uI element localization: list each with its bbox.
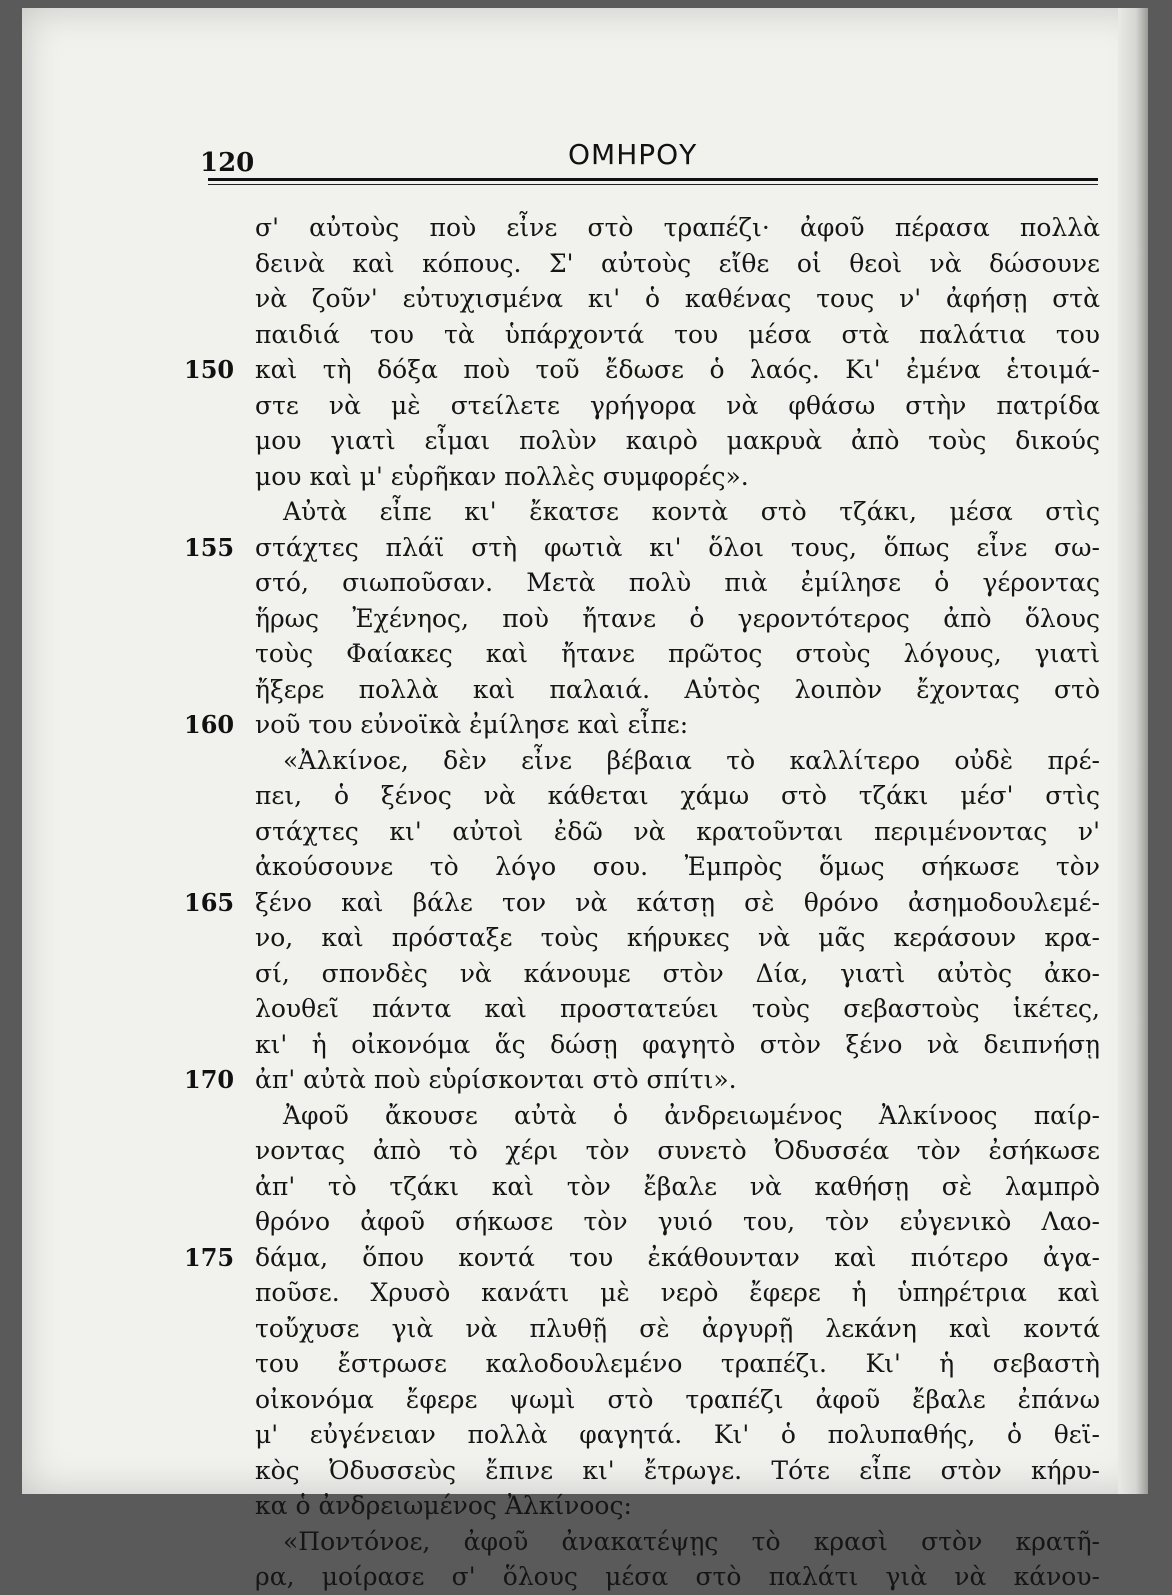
text-line: ποῦσε. Χρυσὸ κανάτι μὲ νερὸ ἔφερε ἡ ὑπηρέτρια καὶ [255, 1278, 1100, 1307]
text-line: ξένο καὶ βάλε τον νὰ κάτσῃ σὲ θρόνο ἀσημοδουλεμέ- [255, 887, 1100, 917]
text-line: κι' ἡ οἰκονόμα ἅς δώσῃ φαγητὸ στὸν ξένο νὰ δειπνήσῃ [255, 1029, 1100, 1059]
text-line: σ' αὐτοὺς ποὺ εἶνε στὸ τραπέζι· ἀφοῦ πέρασα πολλὰ [255, 213, 1100, 242]
text-line: σί, σπονδὲς νὰ κάνουμε στὸν Δία, γιατὶ αὐτὸς ἀκο- [255, 958, 1100, 988]
text-line: κα ὁ ἀνδρειωμένος Ἀλκίνοος: [255, 1491, 632, 1520]
text-line: δάμα, ὅπου κοντά του ἐκάθουνταν καὶ πιότερο ἀγα- [255, 1242, 1100, 1272]
text-line: δεινὰ καὶ κόπους. Σ' αὐτοὺς εἴθε οἱ θεοὶ νὰ δώσουνε [255, 248, 1100, 278]
text-line: παιδιά του τὰ ὑπάρχοντά του μέσα στὰ παλάτια του [255, 319, 1100, 349]
header-rule-thin [208, 184, 1098, 185]
text-line: «Ποντόνοε, ἀφοῦ ἀνακατέψῃς τὸ κρασὶ στὸν κρατῆ- [283, 1526, 1100, 1556]
text-line: πει, ὁ ξένος νὰ κάθεται χάμω στὸ τζάκι μέσ' στὶς [255, 781, 1100, 810]
text-line: μου γιατὶ εἶμαι πολὺν καιρὸ μακρυὰ ἀπὸ τοὺς δικούς [255, 426, 1100, 455]
text-line: στάχτες πλάϊ στὴ φωτιὰ κι' ὅλοι τους, ὅπως εἶνε σω- [255, 532, 1100, 562]
text-line: νοντας ἀπὸ τὸ χέρι τὸν συνετὸ Ὀδυσσέα τὸν ἐσήκωσε [255, 1136, 1100, 1165]
margin-line-number: 150 [184, 355, 235, 384]
text-line: «Ἀλκίνοε, δὲν εἶνε βέβαια τὸ καλλίτερο οὐδὲ πρέ- [283, 745, 1100, 775]
text-line: νὰ ζοῦν' εὐτυχισμένα κι' ὁ καθένας τους ν' ἀφήσῃ στὰ [255, 284, 1100, 313]
text-line: ρα, μοίρασε σ' ὅλους μέσα στὸ παλάτι γιὰ νὰ κάνου- [255, 1562, 1100, 1591]
text-line: καὶ τὴ δόξα ποὺ τοῦ ἔδωσε ὁ λαός. Κι' ἐμένα ἑτοιμά- [255, 355, 1100, 384]
text-line: του ἔστρωσε καλοδουλεμένο τραπέζι. Κι' ἡ σεβαστὴ [255, 1349, 1100, 1378]
text-line: στάχτες κι' αὐτοὶ ἐδῶ νὰ κρατοῦνται περιμένοντας ν' [255, 816, 1100, 846]
text-line: νο, καὶ πρόσταξε τοὺς κήρυκες νὰ μᾶς κεράσουν κρα- [255, 923, 1100, 952]
text-line: Ἀφοῦ ἄκουσε αὐτὰ ὁ ἀνδρειωμένος Ἀλκίνοος παίρ- [283, 1100, 1100, 1130]
text-line: ἥρως Ἐχένηος, ποὺ ἤτανε ὁ γεροντότερος ἀπὸ ὅλους [255, 603, 1100, 633]
text-line: ἀπ' τὸ τζάκι καὶ τὸν ἔβαλε νὰ καθήσῃ σὲ λαμπρὸ [255, 1171, 1100, 1201]
text-line: μου καὶ μ' εὑρῆκαν πολλὲς συμφορές». [255, 461, 749, 491]
text-line: κὸς Ὀδυσσεὺς ἔπινε κι' ἔτρωγε. Τότε εἶπε στὸν κήρυ- [255, 1455, 1100, 1485]
margin-line-number: 165 [184, 887, 235, 917]
margin-line-number: 175 [184, 1242, 235, 1272]
text-line: ἤξερε πολλὰ καὶ παλαιά. Αὐτὸς λοιπὸν ἔχοντας στὸ [255, 674, 1100, 704]
margin-line-number: 155 [184, 532, 235, 562]
text-line: νοῦ του εὐνοϊκὰ ἐμίλησε καὶ εἶπε: [255, 710, 689, 739]
text-line: στε νὰ μὲ στείλετε γρήγορα νὰ φθάσω στὴν πατρίδα [255, 390, 1100, 420]
text-line: ἀπ' αὐτὰ ποὺ εὑρίσκονται στὸ σπίτι». [255, 1065, 737, 1094]
text-line: τοὔχυσε γιὰ νὰ πλυθῇ σὲ ἀργυρῇ λεκάνη καὶ κοντά [255, 1313, 1100, 1343]
text-line: στό, σιωποῦσαν. Μετὰ πολὺ πιὰ ἐμίλησε ὁ γέροντας [255, 568, 1100, 597]
text-line: λουθεῖ πάντα καὶ προστατεύει τοὺς σεβαστοὺς ἱκέτες, [255, 994, 1100, 1023]
margin-line-number: 160 [184, 710, 235, 739]
text-line: τοὺς Φαίακες καὶ ἤτανε πρῶτος στοὺς λόγους, γιατὶ [255, 639, 1100, 668]
text-line: μ' εὐγένειαν πολλὰ φαγητά. Κι' ὁ πολυπαθής, ὁ θεϊ- [255, 1420, 1100, 1449]
page-number: 120 [200, 148, 255, 178]
text-line: Αὐτὰ εἶπε κι' ἔκατσε κοντὰ στὸ τζάκι, μέσα στὶς [283, 497, 1100, 526]
running-title: ΟΜΗΡΟΥ [568, 138, 698, 171]
header-rule-thick [208, 178, 1098, 181]
margin-line-number: 170 [184, 1065, 235, 1094]
text-line: ἀκούσουνε τὸ λόγο σου. Ἐμπρὸς ὅμως σήκωσε τὸν [255, 852, 1100, 881]
text-line: θρόνο ἀφοῦ σήκωσε τὸν γυιό του, τὸν εὐγενικὸ Λαο- [255, 1207, 1100, 1236]
text-line: οἰκονόμα ἔφερε ψωμὶ στὸ τραπέζι ἀφοῦ ἔβαλε ἐπάνω [255, 1384, 1100, 1414]
body-text [255, 210, 1100, 1595]
page-edge-shadow [1118, 8, 1148, 1494]
page-header [200, 138, 1080, 178]
